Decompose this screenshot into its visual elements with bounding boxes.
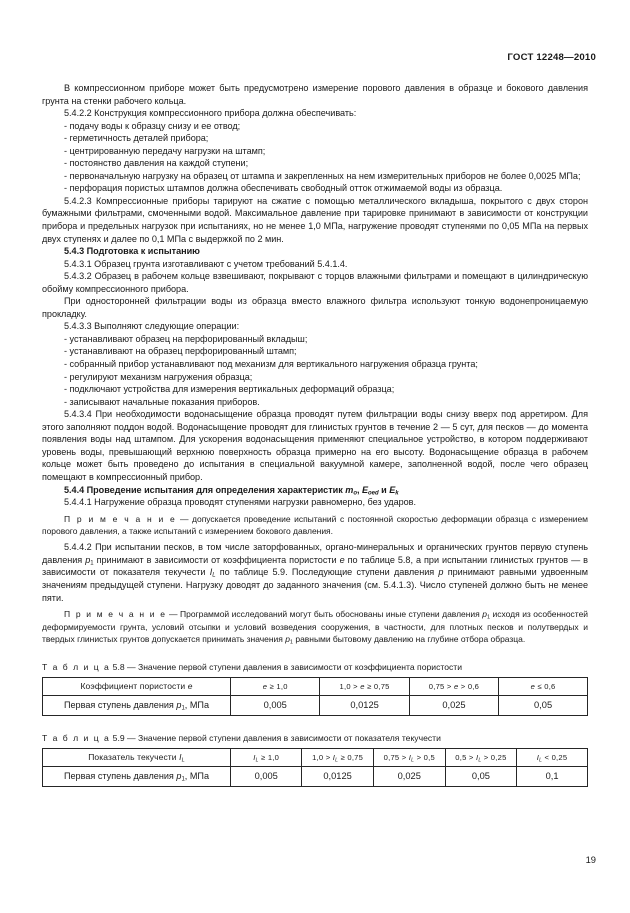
table-5-8-row-label-units: , МПа — [184, 700, 210, 711]
note-1-text: — допускается проведение испытаний с постоянной скоростью деформации образца с измерением порового давления, а также испытаний с измерением бокового давления. — [42, 513, 588, 536]
bullet-connect-devices: - подключают устройства для измерения вертикальных деформаций образца; — [64, 384, 395, 395]
bullet-place-sample: - устанавливают образец на перфорированный вкладыш; — [64, 333, 308, 344]
symbol-e-oed-subscript: oed — [368, 490, 379, 496]
table-5-9-header-range-3: $0,75 > I_L > 0,5$ — [373, 748, 445, 766]
page-number: 19 — [585, 854, 596, 865]
table-5-9 — [42, 748, 588, 787]
note-1-label: П р и м е ч а н и е — [64, 513, 177, 524]
bullet-record-readings: - записывают начальные показания приборов. — [64, 396, 260, 407]
clause-5-4-4-2-part-b: принимают в зависимости от коэффициента пористости — [93, 554, 340, 565]
table-5-9-value-2: 0,0125 — [302, 766, 373, 786]
table-row — [43, 695, 588, 715]
table-5-9-header-label — [43, 748, 231, 766]
table-5-8-header-range-3: 0,75 > e > 0,6 — [409, 677, 498, 695]
table-5-8-value-2: 0,0125 — [320, 695, 409, 715]
bullet-perforation: - перфорация пористых штампов должна обеспечивать свободный отток отжимаемой воды из образца. — [64, 183, 503, 194]
table-5-9-block — [42, 732, 588, 787]
symbol-e-oed: E — [361, 484, 369, 495]
symbol-il-subscript: L — [212, 572, 216, 579]
page-header-standard: ГОСТ 12248—2010 — [507, 52, 596, 63]
symbol-i-header-subscript: L — [181, 757, 185, 764]
table-5-9-row-label-text: Первая ступень давления — [63, 771, 177, 782]
table-5-8-caption-word: Т а б л и ц а — [42, 661, 111, 672]
clause-5-4-4-2-part-c: по таблице 5.8, а при испытании глинистых грунтов — в зависимости от показателя текучести — [42, 554, 588, 578]
symbol-p1-b-subscript: 1 — [486, 614, 491, 621]
note-2-part-a: — Программой исследований могут быть обоснованы иные ступени давления — [166, 609, 483, 620]
symbol-m-subscript: o — [353, 490, 357, 496]
table-5-8-row-label-text: Первая ступень давления — [63, 700, 177, 711]
paragraph-one-sided-filtration: При односторонней фильтрации воды из образца вместо влажного фильтра используют тонкую водонепроницаемую прокладку. — [42, 296, 588, 319]
symbol-p1-c-subscript: 1 — [289, 639, 294, 646]
table-row — [43, 766, 588, 786]
table-5-8-value-1: 0,005 — [231, 695, 320, 715]
table-5-8-block — [42, 661, 588, 716]
table-5-9-value-3: 0,025 — [373, 766, 445, 786]
heading-separator-2: и — [378, 484, 390, 495]
clause-5-4-4-2-part-d: по таблице 5.9. Последующие ступени давления — [215, 567, 439, 578]
symbol-p1-c: p — [285, 633, 290, 644]
table-5-9-header-range-4: $0,5 > I_L > 0,25$ — [445, 748, 516, 766]
heading-5-4-4-text: 5.4.4 Проведение испытания для определения характеристик — [64, 484, 346, 495]
clause-5-4-3-3: 5.4.3.3 Выполняют следующие операции: — [64, 321, 240, 332]
table-5-9-header-range-1: $I_L \ge 1,0$ — [231, 748, 302, 766]
bullet-water-supply: - подачу воды к образцу снизу и ее отвод; — [64, 120, 241, 131]
note-2-label: П р и м е ч а н и е — [64, 609, 167, 620]
table-5-8-header-range-1: e ≥ 1,0 — [231, 677, 320, 695]
symbol-il: I — [209, 567, 213, 578]
note-2-part-c: равными бытовому давлению на глубине отбора образца. — [293, 633, 526, 644]
table-5-9-row-label — [43, 766, 231, 786]
table-5-8-value-4: 0,05 — [499, 695, 588, 715]
table-5-9-row-label-units: , МПа — [184, 771, 210, 782]
table-5-8-header-range-4: e ≤ 0,6 — [499, 677, 588, 695]
symbol-e-header: e — [187, 681, 193, 692]
paragraph-intro: В компрессионном приборе может быть предусмотрено измерение порового давления в образце и бокового давления грунта на стенки рабочего кольца. — [42, 83, 588, 106]
clause-5-4-4-2-part-a: 5.4.4.2 При испытании песков, в том числе заторфованных, органо-минеральных и органических грунтов первую ступень давления — [42, 542, 588, 565]
bullet-centered-load: - центрированную передачу нагрузки на штамп; — [64, 145, 266, 156]
table-5-9-caption — [42, 732, 588, 744]
clause-5-4-4-2-part-e: принимают равными удвоенным значениям предыдущей ступени. Нагрузку доводят до заданного значения (см. 5.4.1.3). Число ступеней должно быть не менее пяти. — [42, 567, 588, 603]
symbol-m: m — [345, 484, 354, 495]
table-5-8 — [42, 677, 588, 716]
table-5-9-header-range-5: $I_L < 0,25$ — [517, 748, 588, 766]
symbol-p-table59: p — [176, 771, 182, 782]
bullet-constant-pressure: - постоянство давления на каждой ступени; — [64, 158, 249, 169]
clause-5-4-3-2: 5.4.3.2 Образец в рабочем кольце взвешивают, покрывают с торцов влажными фильтрами и помещают в цилиндрическую обойму компрессионного прибора. — [42, 271, 588, 294]
table-row — [43, 677, 588, 695]
note-2 — [42, 608, 588, 645]
bullet-assemble-device: - собранный прибор устанавливают под механизм для вертикального нагружения образца грунта; — [64, 359, 478, 370]
table-5-9-header-range-2: $1,0 > I_L \ge 0,75$ — [302, 748, 373, 766]
table-5-8-header-label-text: Коэффициент пористости — [80, 681, 188, 692]
symbol-p-table59-subscript: 1 — [181, 776, 185, 783]
table-5-8-caption-rest: 5.8 — Значение первой ступени давления в зависимости от коэффициента пористости — [110, 661, 463, 672]
clause-5-4-4-2 — [42, 541, 588, 604]
table-5-8-caption — [42, 661, 588, 673]
symbol-p1-a: p — [85, 554, 91, 565]
symbol-e-k-subscript: k — [395, 490, 399, 496]
note-1 — [42, 513, 588, 537]
table-5-9-caption-rest: 5.9 — Значение первой ступени давления в зависимости от показателя текучести — [110, 732, 441, 743]
symbol-e-porosity: e — [339, 554, 345, 565]
symbol-p-table58: p — [176, 700, 182, 711]
clause-5-4-4-1: 5.4.4.1 Нагружение образца проводят ступенями нагрузки равномерно, без ударов. — [64, 497, 417, 508]
symbol-p-table58-subscript: 1 — [181, 705, 185, 712]
clause-5-4-2-3: 5.4.2.3 Компрессионные приборы тарируют на сжатие с помощью металлического вкладыша, покрытого с двух сторон бумажными фильтрами, смоченными водой. Максимальное давление при тарировке принимают в зависимости от конструкции прибора и предельных нагрузок при испытаниях, но не менее 1,0 МПа, нагружение проводят ступенями по 0,05 МПа на первых двух ступенях и далее по 0,1 МПа с выдержкой по 2 мин. — [42, 195, 588, 244]
clause-5-4-3-4: 5.4.3.4 При необходимости водонасыщение образца проводят путем фильтрации воды снизу вверх под арретиром. Для этого заполняют поддон водой. Водонасыщение проводят для глинистых грунтов в течение 2 — 5 сут, для песков — до момента появления воды над штампом. Для ускорения водонасыщения применяют специальное устройство, в котором поддерживают уровень воды, превышающий верхнюю поверхность образца примерно на его высоту. Водонасыщение образца в рабочем кольце может быть проведено до испытания в специальной вакуумной камере, заполненной водой, после чего образец помещают в компрессионный прибор. — [42, 409, 588, 482]
bullet-place-stamp: - устанавливают на образец перфорированный штамп; — [64, 346, 297, 357]
symbol-i-header: I — [179, 752, 182, 763]
table-row — [43, 748, 588, 766]
table-5-9-value-1: 0,005 — [231, 766, 302, 786]
symbol-p1-a-subscript: 1 — [90, 560, 94, 567]
symbol-e-k: E — [389, 484, 396, 495]
bullet-tightness: - герметичность деталей прибора; — [64, 133, 209, 144]
document-body — [42, 82, 588, 787]
table-5-9-caption-word: Т а б л и ц а — [42, 732, 111, 743]
note-2-part-b: исходя из особенностей деформируемости грунта, условий отсыпки и условий возведения сооружения, в частности, для плотных песков и полутвердых и твердых глинистых грунтов допускается принимать значения — [42, 609, 589, 644]
symbol-p1-b: p — [482, 609, 487, 620]
clause-5-4-2-2: 5.4.2.2 Конструкция компрессионного прибора должна обеспечивать: — [64, 108, 357, 119]
heading-separator-1: , — [356, 484, 362, 495]
table-5-9-value-4: 0,05 — [445, 766, 516, 786]
table-5-9-header-label-text: Показатель текучести — [88, 752, 180, 763]
table-5-8-value-3: 0,025 — [409, 695, 498, 715]
bullet-adjust-mechanism: - регулируют механизм нагружения образца; — [64, 371, 253, 382]
bullet-initial-load: - первоначальную нагрузку на образец от штампа и закрепленных на нем измерительных приборов не более 0,0025 МПа; — [64, 170, 581, 181]
heading-5-4-3: 5.4.3 Подготовка к испытанию — [64, 246, 200, 257]
table-5-8-header-range-2: 1,0 > e ≥ 0,75 — [320, 677, 409, 695]
table-5-9-value-5: 0,1 — [517, 766, 588, 786]
heading-5-4-4 — [42, 484, 588, 497]
table-5-8-row-label — [43, 695, 231, 715]
clause-5-4-3-1: 5.4.3.1 Образец грунта изготавливают с учетом требований 5.4.1.4. — [64, 258, 348, 269]
symbol-p: p — [438, 567, 444, 578]
table-5-8-header-label — [43, 677, 231, 695]
